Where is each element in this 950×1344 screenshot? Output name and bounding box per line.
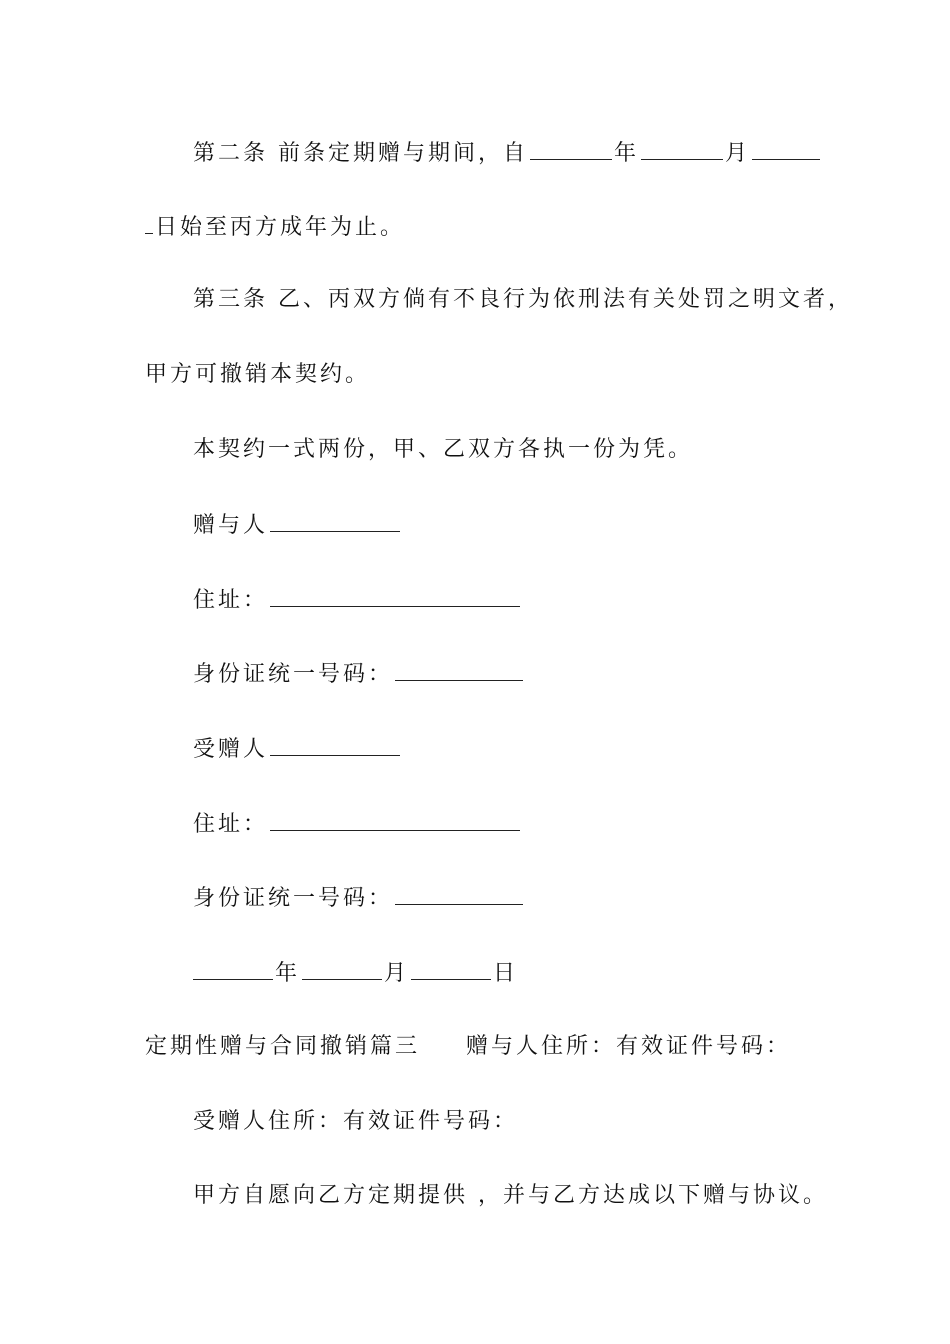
donor-blank[interactable] <box>270 509 400 532</box>
article-3-text-end: 甲方可撤销本契约。 <box>145 362 371 387</box>
article-3-line-2 <box>145 360 370 390</box>
article-2-line-1 <box>193 137 822 169</box>
donee-id-blank[interactable] <box>395 882 523 905</box>
year-label: 年 <box>614 141 640 166</box>
article-3-text: 第三条 乙、丙双方倘有不良行为依刑法有关处罚之明文者， <box>193 287 853 312</box>
donee-address-blank[interactable] <box>270 808 520 831</box>
date-year-label: 年 <box>275 961 301 986</box>
month-label: 月 <box>725 141 751 166</box>
donor-id-line <box>193 658 525 690</box>
donor-info: 赠与人住所：有效证件号码： <box>466 1034 792 1059</box>
donor-id-label: 身份证统一号码： <box>193 662 394 687</box>
date-month-blank[interactable] <box>302 957 382 980</box>
donor-address-label: 住址： <box>193 588 269 613</box>
copies-text: 本契约一式两份，甲、乙双方各执一份为凭。 <box>193 437 694 462</box>
donee-info: 受赠人住所：有效证件号码： <box>193 1109 519 1134</box>
article-3-line-1 <box>193 285 853 315</box>
copies-clause <box>193 435 693 465</box>
donor-label: 赠与人 <box>193 513 269 538</box>
agreement-line <box>193 1181 828 1211</box>
date-month-label: 月 <box>384 961 410 986</box>
day-blank-part-2[interactable] <box>145 211 153 234</box>
donee-info-line <box>193 1107 518 1137</box>
donor-address-blank[interactable] <box>270 584 520 607</box>
donee-signature-line <box>193 733 402 765</box>
date-line <box>193 957 518 989</box>
month-blank[interactable] <box>641 137 723 160</box>
agreement-text: 甲方自愿向乙方定期提供 ，并与乙方达成以下赠与协议。 <box>193 1183 828 1208</box>
donee-blank[interactable] <box>270 733 400 756</box>
section-heading-line <box>145 1032 791 1062</box>
article-2-text: 第二条 前条定期赠与期间，自 <box>193 141 528 166</box>
donor-address-line <box>193 584 522 616</box>
donor-signature-line <box>193 509 402 541</box>
year-blank[interactable] <box>530 137 612 160</box>
section-title: 定期性赠与合同撤销篇三 <box>145 1034 421 1059</box>
donor-id-blank[interactable] <box>395 658 523 681</box>
article-2-line-2 <box>145 211 405 243</box>
date-year-blank[interactable] <box>193 957 273 980</box>
donee-id-line <box>193 882 525 914</box>
donee-label: 受赠人 <box>193 737 269 762</box>
date-day-blank[interactable] <box>411 957 491 980</box>
date-day-label: 日 <box>493 961 519 986</box>
donee-address-line <box>193 808 522 840</box>
donee-address-label: 住址： <box>193 812 269 837</box>
article-2-text-end: 日始至丙方成年为止。 <box>155 215 406 240</box>
day-blank-part-1[interactable] <box>752 137 820 160</box>
donee-id-label: 身份证统一号码： <box>193 886 394 911</box>
